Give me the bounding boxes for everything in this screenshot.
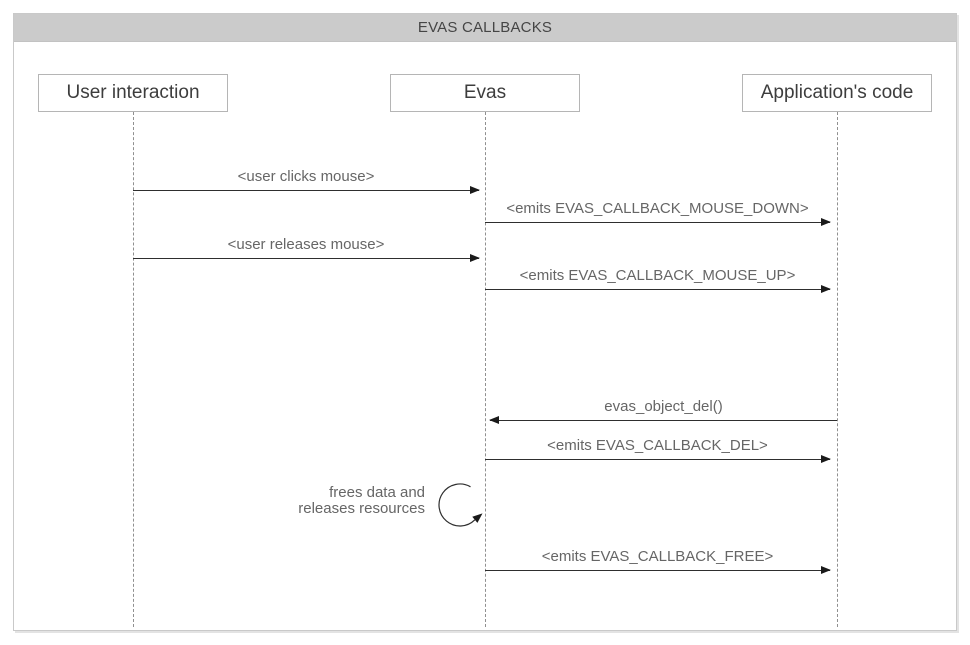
arrowhead-right-icon bbox=[470, 254, 480, 262]
arrowhead-right-icon bbox=[821, 218, 831, 226]
arrowhead-left-icon bbox=[489, 416, 499, 424]
message-arrow-line bbox=[485, 570, 830, 571]
message-arrow-line bbox=[490, 420, 837, 421]
message-label: <emits EVAS_CALLBACK_MOUSE_DOWN> bbox=[506, 200, 809, 217]
diagram-title: EVAS CALLBACKS bbox=[417, 19, 553, 36]
actor-box-applications-code bbox=[742, 74, 932, 112]
message-user-clicks-mouse bbox=[133, 168, 479, 191]
actor-label-evas: Evas bbox=[463, 82, 507, 103]
arrowhead-right-icon bbox=[470, 186, 480, 194]
message-label: <emits EVAS_CALLBACK_MOUSE_UP> bbox=[519, 267, 796, 284]
message-user-releases-mouse bbox=[133, 236, 479, 259]
message-arrow-line bbox=[485, 222, 830, 223]
message-evas-object-del bbox=[490, 398, 837, 421]
message-emits-mouse-down bbox=[485, 200, 830, 223]
message-emits-del bbox=[485, 437, 830, 460]
diagram-frame bbox=[13, 13, 957, 631]
message-label-line1: frees data and bbox=[329, 484, 425, 501]
arrowhead-right-icon bbox=[821, 285, 831, 293]
self-loop-arrow-icon bbox=[430, 476, 494, 534]
message-emits-free bbox=[485, 548, 830, 571]
message-label: <user clicks mouse> bbox=[237, 168, 375, 185]
message-emits-mouse-up bbox=[485, 267, 830, 290]
sequence-diagram-canvas bbox=[14, 14, 956, 630]
message-label: <user releases mouse> bbox=[227, 236, 385, 253]
arrowhead-right-icon bbox=[821, 455, 831, 463]
actor-box-evas bbox=[390, 74, 580, 112]
actor-label-applications-code: Application's code bbox=[760, 82, 914, 103]
actor-box-user-interaction bbox=[38, 74, 228, 112]
lifeline-applications-code bbox=[837, 112, 838, 627]
message-arrow-line bbox=[485, 289, 830, 290]
message-frees-data-label bbox=[174, 485, 425, 517]
message-label: evas_object_del() bbox=[604, 398, 723, 415]
actor-label-user-interaction: User interaction bbox=[66, 82, 200, 103]
message-arrow-line bbox=[133, 258, 479, 259]
message-label: <emits EVAS_CALLBACK_DEL> bbox=[547, 437, 768, 454]
message-arrow-line bbox=[133, 190, 479, 191]
message-label-line2: releases resources bbox=[298, 500, 425, 517]
arrowhead-right-icon bbox=[821, 566, 831, 574]
message-arrow-line bbox=[485, 459, 830, 460]
message-label: <emits EVAS_CALLBACK_FREE> bbox=[541, 548, 774, 565]
